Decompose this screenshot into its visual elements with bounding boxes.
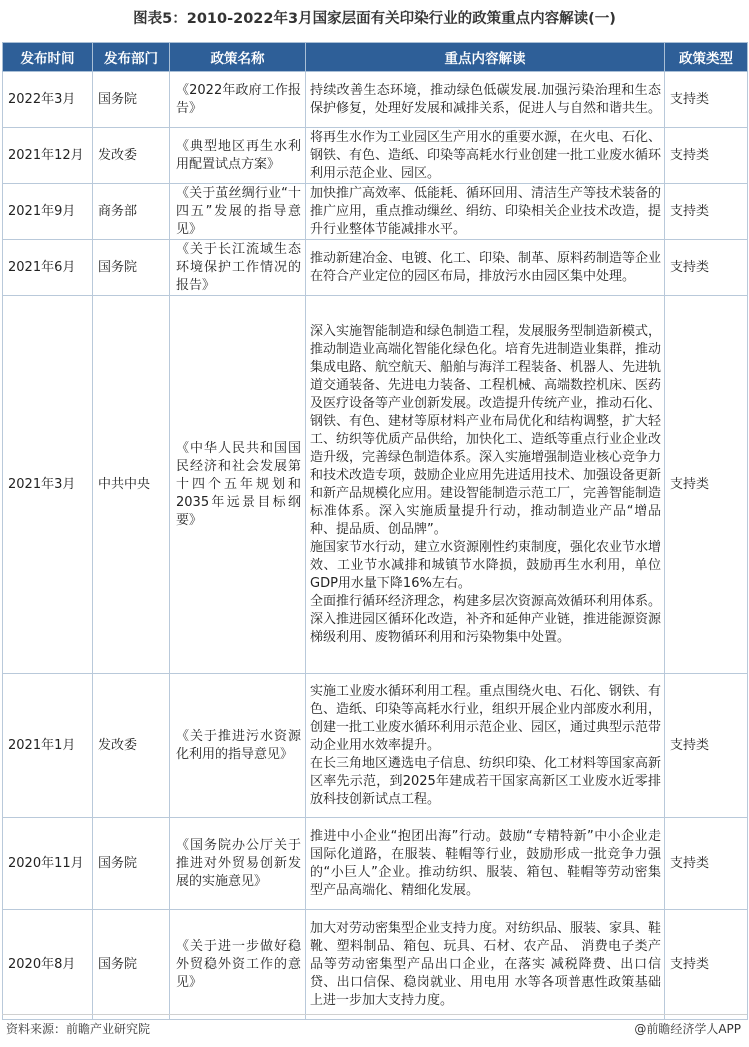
cell-policy-name: 《2022年政府工作报告》 [170,72,306,128]
cell-type: 支持类 [665,818,748,910]
table-row [3,296,748,674]
cell-dept: 国务院 [93,910,170,1020]
table-header-row [3,43,748,72]
content-paragraph: 推动新建冶金、电镀、化工、印染、制革、原料药制造等企业在符合产业定位的园区布局，排放污水由园区集中处理。 [310,250,662,284]
cell-policy-name: 《中华人民共和国国民经济和社会发展第十四个五年规划和2035年远景目标纲要》 [170,296,306,674]
header-type: 政策类型 [665,43,748,72]
table-row [3,818,748,910]
cell-content [306,818,665,910]
content-paragraph: 深入实施智能制造和绿色制造工程，发展服务型制造新模式，推动制造业高端化智能化绿色化。培育先进制造业集群，推动集成电路、航空航天、船舶与海洋工程装备、机器人、先进轨道交通装备、先进电力装备、工程机械、高端数控机床、医药及医疗设备等产业创新发展。改造提升传统产业，推动石化、钢铁、有色、建材等原材料产业布局优化和结构调整，扩大轻工、纺织等优质产品供给，加快化工、造纸等重点行业企业改造升级，完善绿色制造体系。深入实施增强制造业核心竞争力和技术改造专项，鼓励企业应用先进适用技术、加强设备更新和新产品规模化应用。建设智能制造示范工厂，完善智能制造标准体系。深入实施质量提升行动，推动制造业产品“增品种、提品质、创品牌”。 [310,323,662,537]
content-paragraph: 施国家节水行动，建立水资源刚性约束制度，强化农业节水增效、工业节水减排和城镇节水降损，鼓励再生水利用，单位GDP用水量下降16%左右。 [310,539,662,591]
cell-content [306,674,665,818]
cell-type: 支持类 [665,240,748,296]
table-row [3,240,748,296]
table-row [3,128,748,184]
cell-date: 2021年12月 [3,128,93,184]
cell-policy-name: 《关于长江流域生态环境保护工作情况的报告》 [170,240,306,296]
cell-dept: 国务院 [93,240,170,296]
content-paragraph: 将再生水作为工业园区生产用水的重要水源，在火电、石化、钢铁、有色、造纸、印染等高耗水行业创建一批工业废水循环利用示范企业、园区。 [310,129,662,181]
content-paragraph: 推进中小企业“抱团出海”行动。鼓励“专精特新”中小企业走国际化道路，在服装、鞋帽等行业，鼓励形成一批竞争力强的“小巨人”企业。推动纺织、服装、箱包、鞋帽等劳动密集型产品高端化、精细化发展。 [310,828,661,898]
content-paragraph: 加大对劳动密集型企业支持力度。对纺织品、服装、家具、鞋靴、塑料制品、箱包、玩具、石材、农产品、 消费电子类产品等劳动密集型产品出口企业，在落实 减税降费、出口信贷、出口信保、稳岗就业、用电用 水等各项普惠性政策基础上进一步加大支持力度。 [310,920,662,1008]
cell-type: 支持类 [665,72,748,128]
brand-credit: @前瞻经济学人APP [634,1022,741,1036]
cell-type: 支持类 [665,296,748,674]
cell-type: 支持类 [665,910,748,1020]
cell-date: 2022年3月 [3,72,93,128]
cell-date: 2021年9月 [3,184,93,240]
cell-policy-name: 《国务院办公厅关于推进对外贸易创新发展的实施意见》 [170,818,306,910]
table-row [3,674,748,818]
table-row [3,72,748,128]
cell-content [306,72,665,128]
header-dept: 发布部门 [93,43,170,72]
table-row [3,184,748,240]
cell-dept: 发改委 [93,674,170,818]
footer-divider [2,1014,747,1015]
content-paragraph: 实施工业废水循环利用工程。重点围绕火电、石化、钢铁、有色、造纸、印染等高耗水行业，组织开展企业内部废水利用，创建一批工业废水循环利用示范企业、园区，通过典型示范带动企业用水效率提升。 [310,683,662,753]
header-date: 发布时间 [3,43,93,72]
cell-content [306,296,665,674]
cell-dept: 中共中央 [93,296,170,674]
cell-dept: 商务部 [93,184,170,240]
cell-date: 2021年6月 [3,240,93,296]
cell-date: 2021年1月 [3,674,93,818]
cell-policy-name: 《关于进一步做好稳外贸稳外资工作的意见》 [170,910,306,1020]
cell-type: 支持类 [665,128,748,184]
content-paragraph: 在长三角地区遴选电子信息、纺织印染、化工材料等国家高新区率先示范，到2025年建成若干国家高新区工业废水近零排放科技创新试点工程。 [310,755,662,807]
content-paragraph: 加快推广高效率、低能耗、循环回用、清洁生产等技术装备的推广应用，重点推动缫丝、绢纺、印染相关企业技术改造，提升行业整体节能减排水平。 [310,185,662,237]
header-name: 政策名称 [170,43,306,72]
page-title: 图表5：2010-2022年3月国家层面有关印染行业的政策重点内容解读(一) [133,11,616,27]
content-paragraph: 全面推行循环经济理念，构建多层次资源高效循环利用体系。深入推进园区循环化改造，补齐和延伸产业链，推进能源资源梯级利用、废物循环利用和污染物集中处置。 [310,593,662,645]
cell-policy-name: 《关于茧丝绸行业“十四五”发展的指导意见》 [170,184,306,240]
cell-dept: 发改委 [93,128,170,184]
cell-type: 支持类 [665,184,748,240]
cell-dept: 国务院 [93,818,170,910]
cell-content [306,128,665,184]
source-note: 资料来源：前瞻产业研究院 [6,1022,151,1036]
cell-date: 2020年11月 [3,818,93,910]
cell-content [306,910,665,1020]
table-row [3,910,748,1020]
header-content: 重点内容解读 [306,43,665,72]
cell-dept: 国务院 [93,72,170,128]
cell-content [306,184,665,240]
cell-date: 2021年3月 [3,296,93,674]
cell-policy-name: 《典型地区再生水利用配置试点方案》 [170,128,306,184]
content-paragraph: 持续改善生态环境，推动绿色低碳发展.加强污染治理和生态保护修复，处理好发展和减排关系，促进人与自然和谐共生。 [310,82,662,116]
policy-table [2,42,748,1020]
cell-date: 2020年8月 [3,910,93,1020]
cell-policy-name: 《关于推进污水资源化利用的指导意见》 [170,674,306,818]
cell-content [306,240,665,296]
cell-type: 支持类 [665,674,748,818]
